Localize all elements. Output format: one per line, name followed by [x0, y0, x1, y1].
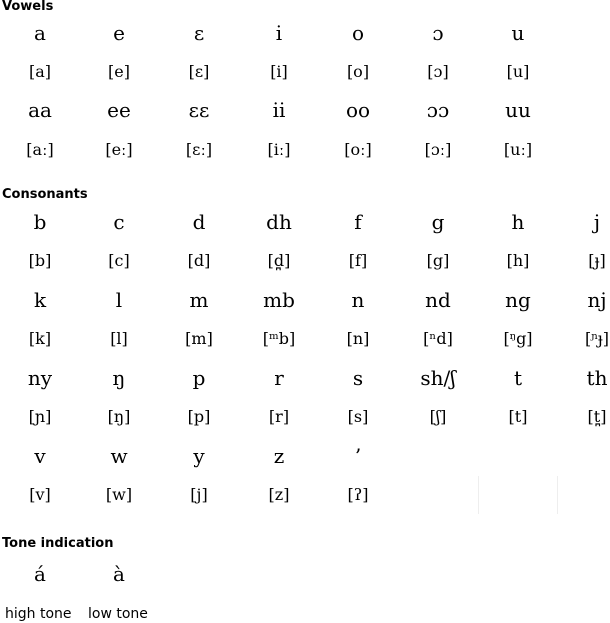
consonant-letter: ŋ [112, 366, 126, 390]
vowel-ipa: [ɛ] [188, 62, 210, 81]
consonant-letter: ng [505, 288, 531, 312]
vowel-letter: oo [345, 98, 371, 122]
consonant-ipa: [ⁿd] [423, 329, 453, 348]
consonant-letter: p [192, 366, 206, 390]
consonant-letter: k [33, 288, 47, 312]
vowel-ipa: [ɔ] [427, 62, 449, 81]
vowel-ipa: [a] [28, 62, 52, 81]
consonant-ipa: [r] [268, 407, 290, 426]
consonant-letter: n [351, 288, 365, 312]
consonant-ipa: [w] [105, 485, 133, 504]
consonant-letter: m [189, 288, 209, 312]
tone-letter: à [113, 562, 125, 586]
consonant-ipa: [n] [346, 329, 370, 348]
consonant-letter: c [113, 210, 125, 234]
vowel-ipa: [o] [346, 62, 370, 81]
consonant-ipa: [z] [268, 485, 290, 504]
empty-cell [478, 476, 558, 514]
vowel-letter: e [113, 21, 125, 45]
vowels-heading: Vowels [2, 0, 54, 14]
consonant-ipa: [l] [110, 329, 128, 348]
consonant-ipa: [d] [187, 251, 211, 270]
consonant-letter: h [511, 210, 525, 234]
tone-label: high tone [5, 606, 72, 622]
consonant-letter: z [273, 444, 285, 468]
consonant-letter: nj [587, 288, 607, 312]
consonant-letter: mb [263, 288, 295, 312]
consonant-letter: g [431, 210, 445, 234]
consonant-ipa: [v] [29, 485, 51, 504]
vowel-letter: ɔɔ [426, 98, 450, 122]
consonant-letter: f [354, 210, 362, 234]
vowel-letter: ɔ [432, 21, 444, 45]
consonant-letter: nd [425, 288, 451, 312]
consonant-letter: b [33, 210, 47, 234]
consonant-ipa: [ʃ] [429, 407, 447, 426]
consonant-ipa: [ɟ] [588, 251, 606, 270]
consonant-ipa: [d̪] [267, 251, 291, 270]
consonant-letter: v [34, 444, 46, 468]
consonant-ipa: [ᶮɟ] [584, 329, 610, 348]
consonant-ipa: [ŋ] [107, 407, 131, 426]
vowel-ipa: [oː] [344, 140, 372, 159]
consonant-letter: ny [27, 366, 53, 390]
vowel-letter: u [511, 21, 525, 45]
consonant-letter: ’ [354, 444, 362, 468]
vowel-letter: o [351, 21, 365, 45]
consonant-letter: th [586, 366, 608, 390]
consonant-ipa: [c] [108, 251, 130, 270]
vowel-ipa: [ɔː] [424, 140, 452, 159]
consonant-letter: s [352, 366, 364, 390]
vowel-letter: ee [107, 98, 131, 122]
consonant-ipa: [m] [185, 329, 213, 348]
consonant-letter: l [115, 288, 123, 312]
tone-label: low tone [88, 606, 148, 622]
tone-letter: á [34, 562, 46, 586]
vowel-ipa: [eː] [105, 140, 133, 159]
vowel-ipa: [uː] [503, 140, 533, 159]
consonant-ipa: [ᵐb] [262, 329, 296, 348]
consonant-ipa: [ʔ] [347, 485, 369, 504]
consonant-letter: w [110, 444, 128, 468]
vowel-ipa: [e] [108, 62, 130, 81]
consonant-letter: sh/ʃ [420, 366, 456, 390]
consonant-ipa: [g] [426, 251, 450, 270]
vowel-ipa: [ɛː] [185, 140, 213, 159]
consonant-ipa: [p] [187, 407, 211, 426]
consonant-ipa: [k] [28, 329, 52, 348]
consonant-ipa: [t] [508, 407, 528, 426]
vowel-letter: i [275, 21, 283, 45]
consonant-letter: t [513, 366, 523, 390]
vowel-letter: uu [505, 98, 531, 122]
consonant-letter: d [192, 210, 206, 234]
vowel-ipa: [iː] [267, 140, 291, 159]
consonant-ipa: [t̪] [587, 407, 607, 426]
consonant-ipa: [h] [506, 251, 530, 270]
vowel-letter: a [34, 21, 46, 45]
consonant-ipa: [f] [348, 251, 368, 270]
consonant-ipa: [ᵑg] [503, 329, 533, 348]
tone-heading: Tone indication [2, 536, 114, 551]
vowel-letter: ɛɛ [188, 98, 210, 122]
consonant-ipa: [s] [347, 407, 369, 426]
consonant-letter: y [193, 444, 205, 468]
consonants-heading: Consonants [2, 187, 88, 202]
consonant-letter: dh [266, 210, 292, 234]
consonant-letter: r [274, 366, 284, 390]
vowel-letter: ɛ [193, 21, 205, 45]
vowel-ipa: [i] [270, 62, 288, 81]
consonant-ipa: [b] [28, 251, 52, 270]
consonant-ipa: [ɲ] [28, 407, 52, 426]
vowel-letter: aa [28, 98, 52, 122]
consonant-ipa: [j] [190, 485, 208, 504]
consonant-letter: j [593, 210, 601, 234]
vowel-ipa: [u] [506, 62, 530, 81]
vowel-ipa: [aː] [26, 140, 54, 159]
vowel-letter: ii [272, 98, 286, 122]
